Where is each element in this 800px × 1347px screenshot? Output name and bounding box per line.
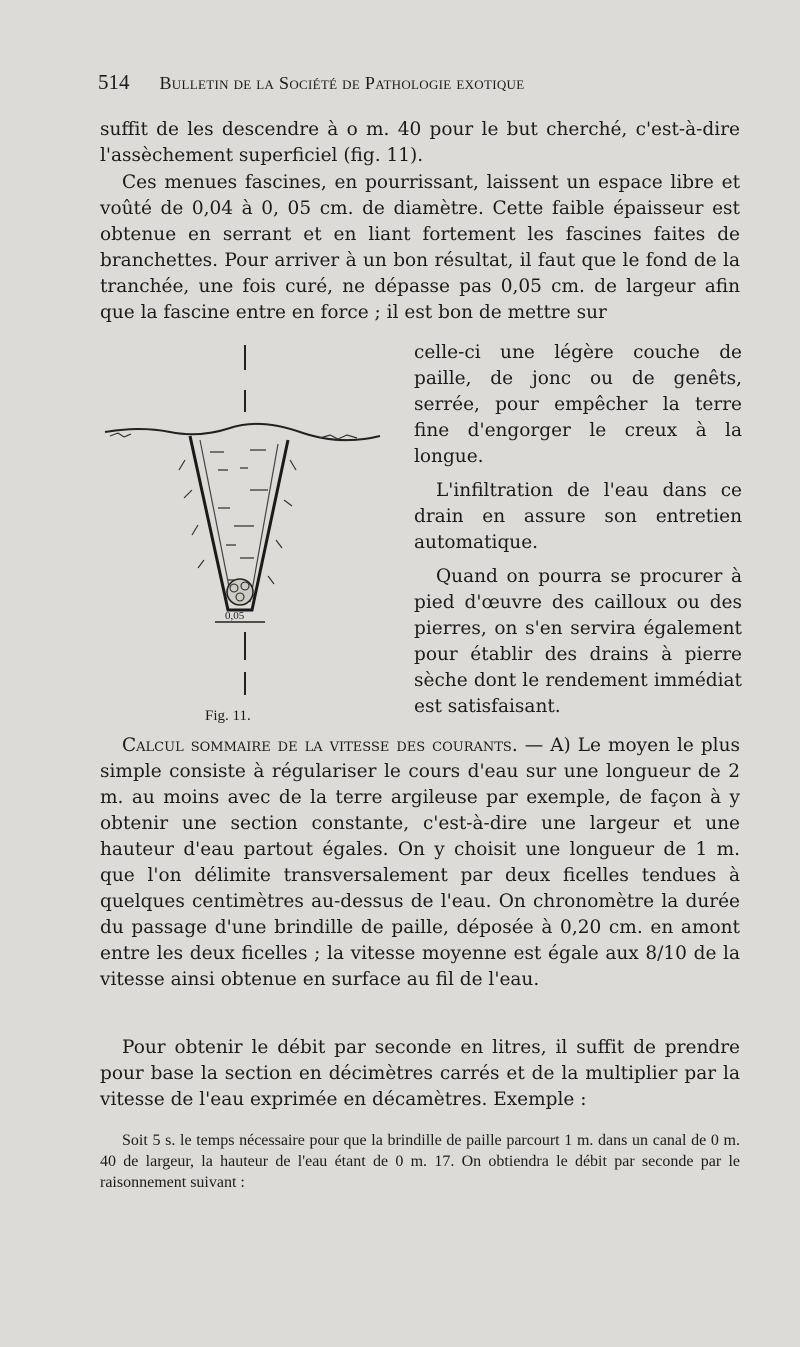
paragraph-4 [100, 733, 740, 993]
wrap-paragraph-b: L'infiltration de l'eau dans ce drain en assure son entretien automatique. [414, 480, 742, 553]
page-number: 514 [98, 70, 130, 94]
figure-caption: Fig. 11. [205, 708, 251, 724]
small-print-paragraph: Soit 5 s. le temps nécessaire pour que la brindille de paille parcourt 1 m. dans un canal de 0 m. 40 de largeur, la hauteur de l'eau étant de 0 m. 17. On obtiendra le débit par seconde par le raisonnement suivant : [100, 1132, 740, 1191]
paragraph-5: Pour obtenir le débit par seconde en litres, il suffit de prendre pour base la section en décimètres carrés et de la multiplier par la vitesse de l'eau exprimée en décamètres. Exemple : [100, 1037, 740, 1110]
trench-figure [100, 340, 390, 740]
wrap-paragraph-a: celle-ci une légère couche de paille, de jonc ou de genêts, serrée, pour empêcher la terre fine d'engorger le creux à la longue. [414, 342, 742, 467]
figure-dimension-label: 0,05 [225, 610, 245, 622]
wrap-paragraph-c: Quand on pourra se procurer à pied d'œuvre des cailloux ou des pierres, on s'en servira également pour établir des drains à pierre sèche dont le rendement immédiat est satisfaisant. [414, 566, 742, 717]
wrapped-text [414, 340, 742, 728]
running-title: Bulletin de la Société de Pathologie exotique [159, 73, 525, 93]
section-heading: Calcul sommaire de la vitesse des courants. [122, 735, 518, 756]
paragraph-2: Ces menues fascines, en pourrissant, laissent un espace libre et voûté de 0,04 à 0, 05 cm. de diamètre. Cette faible épaisseur est obtenue en serrant et en liant fortement les fascines faites de branchettes. Pour arriver à un bon résultat, il faut que le fond de la tranchée, une fois curé, ne dépasse pas 0,05 cm. de largeur afin que la fascine entre en force ; il est bon de mettre sur [100, 172, 740, 323]
paragraph-4-text: — A) Le moyen le plus simple consiste à régulariser le cours d'eau sur une longueur de 2 m. au moins avec de la terre argileuse par exemple, de façon à y obtenir une section constante, c'est-à-dire une largeur et une hauteur d'eau partout égales. On y choisit une longueur de 1 m. que l'on délimite transversalement par deux ficelles tendues à quelques centimètres au-dessus de l'eau. On chronomètre la durée du passage d'une brindille de paille, déposée à 0,20 cm. en amont entre les deux ficelles ; la vitesse moyenne est égale aux 8/10 de la vitesse ainsi obtenue en surface au fil de l'eau. [100, 735, 740, 990]
paragraph-1: suffit de les descendre à o m. 40 pour le but cherché, c'est-à-dire l'assèchement superficiel (fig. 11). [100, 119, 740, 166]
running-header [98, 70, 643, 100]
trench-drawing [100, 340, 390, 740]
